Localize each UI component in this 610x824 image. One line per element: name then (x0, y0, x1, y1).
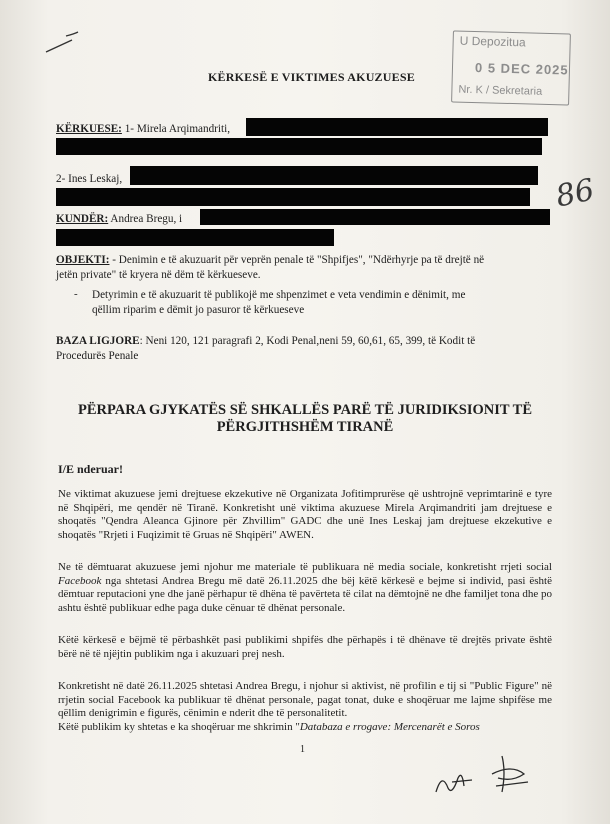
paragraph-4: Konkretisht në datë 26.11.2025 shtetasi Andrea Bregu, i njohur si aktivist, në profilin e tij si "Public Figure" në rrjetin social Facebook ka publikuar të dhënat personale, pagat tonat, duke e shoqëruar me lajme shpifëse me qëllim denigrimin e figurës, cënimin e nderit dhe të personalitetit. (58, 680, 552, 720)
kunder-value: Andrea Bregu, i (110, 213, 183, 225)
redaction-bar (56, 188, 530, 206)
objekti-line1 (56, 253, 556, 267)
paragraph-2-facebook: Facebook (58, 574, 102, 587)
paragraph-2 (58, 561, 552, 615)
kerkuese-1: 1- Mirela Arqimandriti, (124, 123, 231, 135)
bullet-dash: - (74, 288, 78, 300)
objekti-item2-1: Detyrimin e të akuzuarit të publikojë me shpenzimet e veta vendimin e dënimit, me (92, 289, 466, 301)
baza-text-2: Procedurës Penale (56, 350, 139, 362)
redaction-bar (200, 209, 550, 225)
kerkuese-label: KËRKUESE: (56, 123, 122, 135)
redaction-bar (130, 166, 538, 185)
redaction-bar (56, 138, 542, 155)
salutation: I/E nderuar! (58, 462, 124, 476)
objekti-text-1: - Denimin e të akuzuarit për veprën penale të "Shpifjes", "Ndërhyrje pa të drejtë në (112, 254, 485, 266)
baza-label: BAZA LIGJORE (56, 335, 140, 347)
court-heading-1: PËRPARA GJYKATËS SË SHKALLËS PARË TË JURIDIKSIONIT TË (77, 402, 533, 418)
objekti-label: OBJEKTI: (56, 254, 110, 266)
redaction-bar (246, 118, 548, 136)
paragraph-5 (58, 721, 552, 735)
stamp-line1: U Depozitua (459, 33, 526, 50)
stamp-date: 0 5 DEC 2025 (474, 60, 569, 78)
stamp-line3: Nr. K / Sekretaria (458, 83, 543, 98)
paragraph-1: Ne viktimat akuzuese jemi drejtuese ekzekutive në Organizata Jofitimprurëse që ushtrojnë veprimtarinë e tyre në Shqipëri, me qendër në Tiranë. Konkretisht unë viktima akuzuese Mirela Arqimandriti jam drejtuese e shoqatës "Qendra Aleanca Gjinore për Zhvillim" GADC dhe unë Ines Leskaj jam drejtuese ekzekutive e shoqatës "Rrjeti i Fuqizimit të Gruas në Shqipëri" AWEN. (58, 488, 552, 541)
baza-text-1: : Neni 120, 121 paragrafi 2, Kodi Penal,neni 59, 60,61, 65, 399, të Kodit të (139, 335, 476, 347)
objekti-text-2: jetën private" të kryera në dëm të kërkueseve. (56, 269, 261, 281)
kunder-label: KUNDËR: (56, 213, 109, 225)
paragraph-5-italic: Databaza e rrogave: Mercenarët e Soros (299, 721, 480, 733)
paragraph-5-a: Këtë publikim ky shtetas e ka shoqëruar me shkrimin " (58, 721, 300, 733)
paragraph-2-a: Ne të dëmtuarat akuzuese jemi njohur me materiale të publikuara në media sociale, konkretisht rrjeti social (58, 561, 552, 573)
signature-icon (432, 752, 542, 802)
page-number: 1 (300, 744, 305, 755)
baza-line1 (56, 334, 556, 348)
court-heading-2: PËRGJITHSHËM TIRANË (216, 419, 394, 435)
document-title: KËRKESË E VIKTIMES AKUZUESE (208, 70, 415, 84)
kunder-line (56, 212, 182, 226)
paragraph-2-b: nga shtetasi Andrea Bregu më datë 26.11.2025 dhe bëj këtë kërkesë e bejme si individ, pasi është dëmtuar reputacioni yne dhe janë përhapur të dhëna të pavërteta të cilat na dëmtojnë ne dhe familjet tona dhe po ashtu është publikuar edhe paga duke cënuar të dhënat personale. (58, 574, 552, 614)
pen-mark-icon (44, 30, 84, 56)
kerkuese-line (56, 122, 230, 136)
handwritten-note: 86 (552, 172, 598, 215)
kerkuese-2: 2- Ines Leskaj, (56, 173, 123, 185)
objekti-item2-2: qëllim riparim e dëmit jo pasuror të kërkueseve (92, 304, 305, 316)
paragraph-3: Këtë kërkesë e bëjmë të përbashkët pasi publikimi shpifës dhe përhapës i të dhënave të drejtës private është bërë në të njëjtin publikim nga i akuzuari prej nesh. (58, 634, 552, 660)
received-stamp (451, 30, 571, 105)
redaction-bar (56, 229, 334, 246)
